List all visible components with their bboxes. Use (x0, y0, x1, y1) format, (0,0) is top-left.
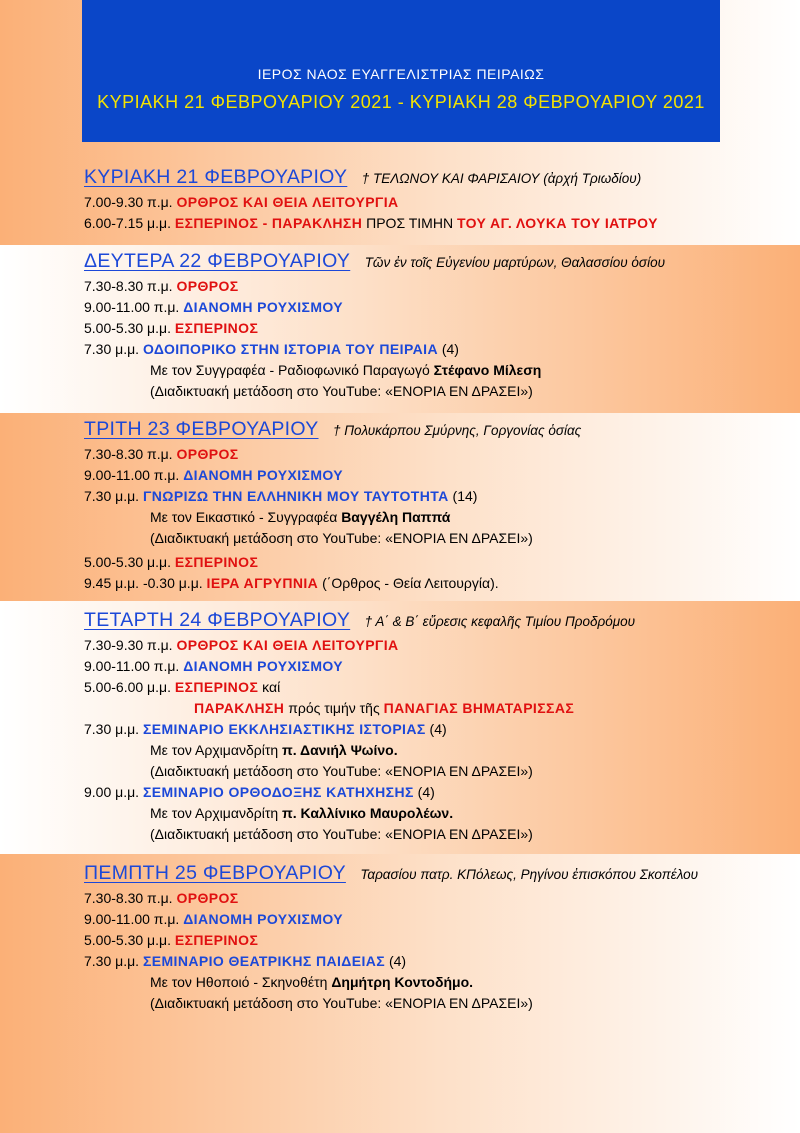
schedule-line: 9.00-11.00 π.μ. ΔΙΑΝΟΜΗ ΡΟΥΧΙΣΜΟΥ (84, 467, 344, 483)
church-name: ΙΕΡΟΣ ΝΑΟΣ ΕΥΑΓΓΕΛΙΣΤΡΙΑΣ ΠΕΙΡΑΙΩΣ (257, 66, 545, 82)
schedule-line: 7.30 μ.μ. ΣΕΜΙΝΑΡΙΟ ΘΕΑΤΡΙΚΗΣ ΠΑΙΔΕΙΑΣ (4) (84, 953, 407, 969)
schedule-line: 7.00-9.30 π.μ. ΟΡΘΡΟΣ ΚΑΙ ΘΕΙΑ ΛΕΙΤΟΥΡΓΙΑ (84, 194, 399, 210)
speaker-line: Με τον Συγγραφέα - Ραδιοφωνικό Παραγωγό Στέφανο Μίλεση (150, 362, 542, 378)
speaker-line: Με τον Αρχιμανδρίτη π. Δανιήλ Ψωίνο. (150, 742, 398, 758)
speaker-line: Με τον Αρχιμανδρίτη π. Καλλίνικο Μαυρολέων. (150, 805, 454, 821)
schedule-line: 7.30 μ.μ. ΟΔΟΙΠΟΡΙΚΟ ΣΤΗΝ ΙΣΤΟΡΙΑ ΤΟΥ ΠΕΙΡΑΙΑ (4) (84, 341, 459, 357)
day-section-tuesday (84, 418, 784, 594)
schedule-line: 7.30-8.30 π.μ. ΟΡΘΡΟΣ (84, 278, 239, 294)
day-title[interactable]: ΤΡΙΤΗ 23 ΦΕΒΡΟΥΑΡΙΟΥ (84, 418, 319, 440)
feast-note: † Α΄ & Β΄ εὕρεσις κεφαλῆς Τιμίου Προδρόμου (364, 614, 636, 629)
schedule-line: 5.00-6.00 μ.μ. ΕΣΠΕΡΙΝΟΣ καί (84, 679, 281, 695)
day-section-wednesday (84, 609, 784, 845)
day-title[interactable]: ΔΕΥΤΕΡΑ 22 ΦΕΒΡΟΥΑΡΙΟΥ (84, 250, 351, 272)
schedule-line: 9.00 μ.μ. ΣΕΜΙΝΑΡΙΟ ΟΡΘΟΔΟΞΗΣ ΚΑΤΗΧΗΣΗΣ (4) (84, 784, 435, 800)
schedule-line: 5.00-5.30 μ.μ. ΕΣΠΕΡΙΝΟΣ (84, 554, 259, 570)
feast-note: † ΤΕΛΩΝΟΥ ΚΑΙ ΦΑΡΙΣΑΙΟΥ (ἀρχή Τριωδίου) (361, 171, 642, 186)
schedule-line: ΠΑΡΑΚΛΗΣΗ πρός τιμήν τῆς ΠΑΝΑΓΙΑΣ ΒΗΜΑΤΑΡΙΣΣΑΣ (194, 700, 575, 716)
day-title[interactable]: ΠΕΜΠΤΗ 25 ΦΕΒΡΟΥΑΡΙΟΥ (84, 862, 346, 884)
schedule-line: 7.30 μ.μ. ΣΕΜΙΝΑΡΙΟ ΕΚΚΛΗΣΙΑΣΤΙΚΗΣ ΙΣΤΟΡΙΑΣ (4) (84, 721, 447, 737)
speaker-line: Με τον Εικαστικό - Συγγραφέα Βαγγέλη Παππά (150, 509, 451, 525)
broadcast-note: (Διαδικτυακή μετάδοση στο YouTube: «ΕΝΟΡΙΑ ΕΝ ΔΡΑΣΕΙ») (150, 763, 533, 779)
broadcast-note: (Διαδικτυακή μετάδοση στο YouTube: «ΕΝΟΡΙΑ ΕΝ ΔΡΑΣΕΙ») (150, 995, 533, 1011)
schedule-line: 9.00-11.00 π.μ. ΔΙΑΝΟΜΗ ΡΟΥΧΙΣΜΟΥ (84, 299, 344, 315)
schedule-line: 7.30 μ.μ. ΓΝΩΡΙΖΩ ΤΗΝ ΕΛΛΗΝΙΚΗ ΜΟΥ ΤΑΥΤΟΤΗΤΑ (14) (84, 488, 478, 504)
feast-note: Ταρασίου πατρ. ΚΠόλεως, Ρηγίνου ἐπισκόπου Σκοπέλου (360, 867, 699, 882)
day-section-monday (84, 250, 784, 402)
date-range-title: ΚΥΡΙΑΚΗ 21 ΦΕΒΡΟΥΑΡΙΟΥ 2021 - ΚΥΡΙΑΚΗ 28 ΦΕΒΡΟΥΑΡΙΟΥ 2021 (97, 92, 705, 112)
service-title: ΟΡΘΡΟΣ ΚΑΙ ΘΕΙΑ ΛΕΙΤΟΥΡΓΙΑ (176, 194, 399, 210)
schedule-line: 9.00-11.00 π.μ. ΔΙΑΝΟΜΗ ΡΟΥΧΙΣΜΟΥ (84, 658, 344, 674)
schedule-line: 9.00-11.00 π.μ. ΔΙΑΝΟΜΗ ΡΟΥΧΙΣΜΟΥ (84, 911, 344, 927)
schedule-line: 7.30-8.30 π.μ. ΟΡΘΡΟΣ (84, 446, 239, 462)
feast-note: Τῶν ἐν τοῖς Εὐγενίου μαρτύρων, Θαλασσίου ὁσίου (364, 255, 665, 270)
day-section-sunday (84, 166, 784, 234)
service-title: ΕΣΠΕΡΙΝΟΣ - ΠΑΡΑΚΛΗΣΗ (174, 215, 363, 231)
speaker-line: Με τον Ηθοποιό - Σκηνοθέτη Δημήτρη Κοντοδήμο. (150, 974, 474, 990)
day-title[interactable]: ΚΥΡΙΑΚΗ 21 ΦΕΒΡΟΥΑΡΙΟΥ (84, 166, 348, 188)
feast-note: † Πολυκάρπου Σμύρνης, Γοργονίας ὁσίας (332, 423, 582, 438)
broadcast-note: (Διαδικτυακή μετάδοση στο YouTube: «ΕΝΟΡΙΑ ΕΝ ΔΡΑΣΕΙ») (150, 530, 533, 546)
header-banner (82, 0, 720, 142)
schedule-line: 6.00-7.15 μ.μ. ΕΣΠΕΡΙΝΟΣ - ΠΑΡΑΚΛΗΣΗ ΠΡΟΣ ΤΙΜΗΝ ΤΟΥ ΑΓ. ΛΟΥΚΑ ΤΟΥ ΙΑΤΡΟΥ (84, 215, 658, 231)
broadcast-note: (Διαδικτυακή μετάδοση στο YouTube: «ΕΝΟΡΙΑ ΕΝ ΔΡΑΣΕΙ») (150, 383, 533, 399)
day-title[interactable]: ΤΕΤΑΡΤΗ 24 ΦΕΒΡΟΥΑΡΙΟΥ (84, 609, 351, 631)
schedule-line: 5.00-5.30 μ.μ. ΕΣΠΕΡΙΝΟΣ (84, 932, 259, 948)
schedule-line: 5.00-5.30 μ.μ. ΕΣΠΕΡΙΝΟΣ (84, 320, 259, 336)
broadcast-note: (Διαδικτυακή μετάδοση στο YouTube: «ΕΝΟΡΙΑ ΕΝ ΔΡΑΣΕΙ») (150, 826, 533, 842)
day-section-thursday (84, 862, 784, 1014)
schedule-line: 7.30-8.30 π.μ. ΟΡΘΡΟΣ (84, 890, 239, 906)
schedule-line: 7.30-9.30 π.μ. ΟΡΘΡΟΣ ΚΑΙ ΘΕΙΑ ΛΕΙΤΟΥΡΓΙΑ (84, 637, 399, 653)
schedule-line: 9.45 μ.μ. -0.30 μ.μ. ΙΕΡΑ ΑΓΡΥΠΝΙΑ (΄Ορθρος - Θεία Λειτουργία). (84, 575, 499, 591)
